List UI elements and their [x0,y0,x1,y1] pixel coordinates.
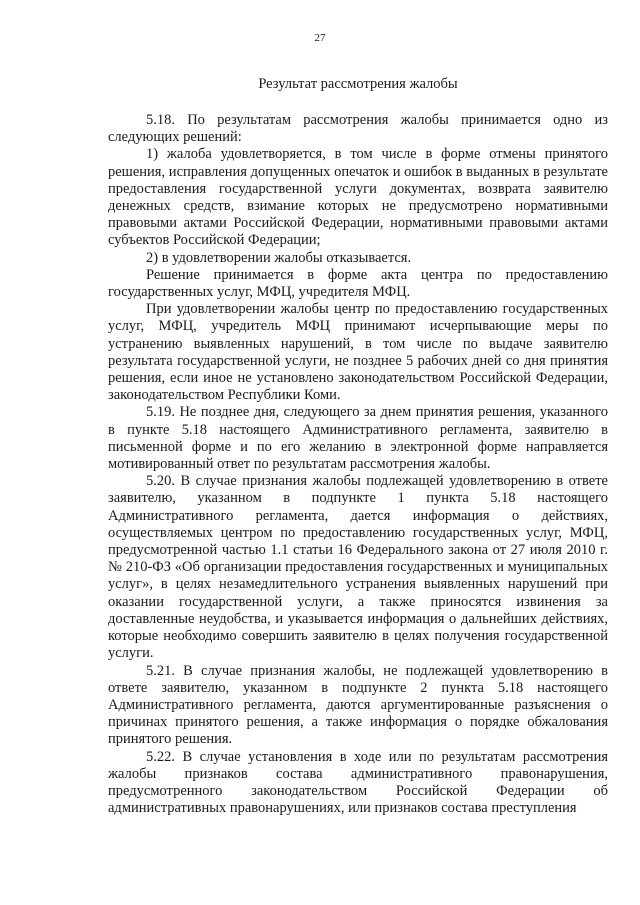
paragraph-5-20: 5.20. В случае признания жалобы подлежащей удовлетворению в ответе заявителю, указанном в подпункте 1 пункта 5.18 настоящего Административного регламента, дается информация о действиях, осуществляемых центром по предоставлению государственных услуг, МФЦ, предусмотренной частью 1.1 статьи 16 Федерального закона от 27 июля 2010 г. № 210-ФЗ «Об организации предоставления государственных и муниципальных услуг», в целях незамедлительного устранения выявленных нарушений при оказании государственной услуги, а также приносятся извинения за доставленные неудобства, и указывается информация о дальнейших действиях, которые необходимо совершить заявителю в целях получения государственной услуги. [108,473,608,662]
paragraph-5-18: 5.18. По результатам рассмотрения жалобы принимается одно из следующих решений: [108,112,608,146]
paragraph-5-22: 5.22. В случае установления в ходе или по результатам рассмотрения жалобы признаков состава административного правонарушения, предусмотренного законодательством Российской Федерации об административных правонарушениях, или признаков состава преступления [108,748,608,817]
paragraph-satisfaction-measures: При удовлетворении жалобы центр по предоставлению государственных услуг, МФЦ, учредитель МФЦ принимают исчерпывающие меры по устранению выявленных нарушений, в том числе по выдаче заявителю результата государственной услуги, не позднее 5 рабочих дней со дня принятия решения, если иное не установлено законодательством Российской Федерации, законодательством Республики Коми. [108,301,608,404]
section-heading: Результат рассмотрения жалобы [258,76,458,92]
paragraph-item-1: 1) жалоба удовлетворяется, в том числе в форме отмены принятого решения, исправления допущенных опечаток и ошибок в выданных в результате предоставления государственной услуги документах, возврата заявителю денежных средств, взимание которых не предусмотрено нормативными правовыми актами Российской Федерации, нормативными правовыми актами субъектов Российской Федерации; [108,146,608,249]
paragraph-5-19: 5.19. Не позднее дня, следующего за днем принятия решения, указанного в пункте 5.18 настоящего Административного регламента, заявителю в письменной форме и по его желанию в электронной форме направляется мотивированный ответ по результатам рассмотрения жалобы. [108,404,608,473]
paragraph-5-21: 5.21. В случае признания жалобы, не подлежащей удовлетворению в ответе заявителю, указанном в подпункте 2 пункта 5.18 настоящего Административного регламента, даются аргументированные разъяснения о причинах принятого решения, а также информация о порядке обжалования принятого решения. [108,662,608,748]
paragraph-item-2: 2) в удовлетворении жалобы отказывается. [146,249,412,266]
paragraph-decision-form: Решение принимается в форме акта центра по предоставлению государственных услуг, МФЦ, учредителя МФЦ. [108,266,608,301]
page-number: 27 [314,32,326,44]
body-text [108,112,608,817]
